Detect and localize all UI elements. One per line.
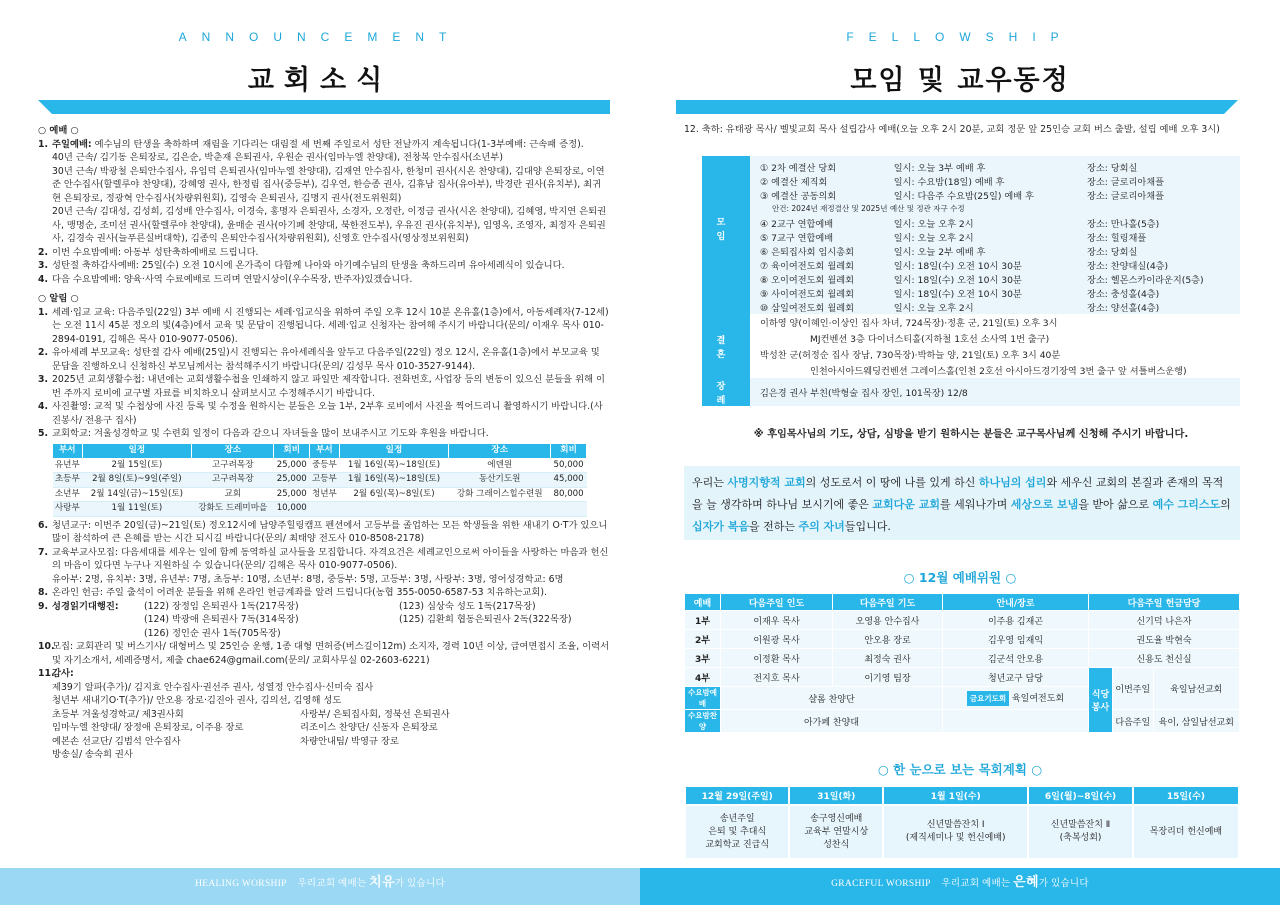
mission-text: 을 전하는 xyxy=(748,520,799,533)
footer-bar: GRACEFUL WORSHIP 우리교회 예배는 은혜가 있습니다 xyxy=(640,868,1280,905)
pastoral-notice: ※ 후임목사님의 기도, 상담, 심방을 받기 원하시는 분들은 교구목사님께 신청해 주시기 바랍니다. xyxy=(753,429,1189,440)
table-row: 3부 이정환 목사 최정숙 권사 김군석 안오용 신용도 천신실 xyxy=(685,649,1240,668)
worship-header: ○ 예배 ○ xyxy=(38,125,79,136)
table-row: 송년주일 은퇴 및 추대식 교회학교 진급식 송구영신예배 교육부 연말시상 성찬식 신년말씀잔치 Ⅰ (제직세미나 및 헌신예배) 신년말씀잔치 Ⅱ (축복성회) 목장리더 헌신예배 xyxy=(685,805,1239,859)
footer-bar: HEALING WORSHIP 우리교회 예배는 치유가 있습니다 xyxy=(0,868,640,905)
worship-item-2: 2. 이번 수요밤예배: 아동부 성탄축하예배로 드립니다. xyxy=(38,246,259,258)
notice-item-2: 2. 유아세례 부모교육: 성탄절 감사 예배(25일)시 진행되는 유아세례식을 앞두고 다음주일(22일) 정오 12시, 온유홀(1층)에서 부모교육 및 문답을 진행하오니 신청하신 부모님께서는 참석해주시기 바랍니다(문의/ 김성무 목사 010-3527-9144). xyxy=(38,347,600,372)
right-page xyxy=(640,0,1280,905)
mission-highlight: 예수 그리스도 xyxy=(1152,498,1221,511)
meetings-label: 모 임 xyxy=(702,156,750,300)
mission-statement xyxy=(684,466,1240,540)
title-band xyxy=(38,100,610,114)
page-title: 모임 및 교우동정 xyxy=(850,65,1070,96)
camp-schedule-table: 부서 일정 장소 회비 부서 일정 장소 회비 유년부 2월 15일(토) 고구려목장 25,000 중등부 1월 16일(목)~18일(토) 에덴원 50,000 초등부 2월 8일(토)~9일(주일) 고구려목장 25,000 고등부 1월 16일(목)~18일(토) 동산기도원 45,000 소년부 2월 14일(금)~15일(토) 교회 25,000 청년부 2월 6일(목)~8일(토) 강화 그레이스힐수련원 80,000 사랑부 1월 11일(토) 강화도 드레미마을 10,000 xyxy=(52,443,587,517)
mission-text: 의 xyxy=(1220,498,1231,511)
worship-item-4: 4. 다음 수요밤예배: 양육·사역 수료예배로 드리며 연말시상이(우수목장, 반주자)있겠습니다. xyxy=(38,273,413,285)
worship-committee-table: 예배 다음주일 인도 다음주일 기도 안내/장로 다음주일 헌금담당 1부 이재우 목사 오영용 안수집사 이주용 김재곤 신기덕 나은자 2부 이원광 목사 안오용 장로 김우영 임재익 권도율 박현숙 3부 이정환 목사 최정숙 권사 김군석 안오용 신용도 천신실 4부 전지호 목사 이기영 팀장 청년교구 담당 식당봉사 이번주일 육일남선교회 수요밤예배 샬롬 찬양단 금요기도회 육일여전도회 수요밤찬양 아가페 찬양대 다음주일 육이, 삼일남선교회 xyxy=(684,593,1240,733)
list-item: 30년 근속/ 박광철 은퇴안수집사, 유임덕 은퇴권사(임마누엘 찬양대), 김재연 안수집사, 한청미 권사(시온 찬양대), 김대양 은퇴장로, 이연준 안수집사(할렐루야 찬양대), 강혜영 권사, 한정림 집사(중등부), 김우연, 한승종 권사, 김휴남 집사(유아부), 박경란 권사(유치부), 최귀현 은퇴장로, 정광혁 안수집사(차량위원회), 김영숙 은퇴권사, 김명지 권사(전도위원회) xyxy=(52,165,605,204)
plan-title: ○ 한 눈으로 보는 목회계획 ○ xyxy=(877,762,1043,777)
mission-text: 를 세워나가며 xyxy=(939,498,1011,511)
table-row: 수요밤예배 샬롬 찬양단 금요기도회 육일여전도회 xyxy=(685,687,1240,710)
mission-highlight: 주의 자녀 xyxy=(798,520,845,533)
table-row: 2부 이원광 목사 안오용 장로 김우영 임재익 권도율 박현숙 xyxy=(685,630,1240,649)
worship-item-1: 1. 주일예배: 예수님의 탄생을 축하하며 재림을 기다리는 대림절 세 번째 주일로서 성탄 전날까지 계속됩니다(1-3부예배: 근속패 증정). 40년 근속/ 김기동 은퇴장로, 김은순, 박춘재 은퇴권사, 우원순 권사(임마누엘 찬양대), 전창복 안수집사(소년부) 30년 근속/ 박광철 은퇴안수집사, 유임덕 은퇴권사(임마누엘 찬양대), 김재연 안수집사, 한청미 권사(시온 찬양대), 김대양 은퇴장로, 이연준 안수집사(할렐루야 찬양대), 강혜영 권사, 한정림 집사(중등부), 김우연, 한승종 권사, 김휴남 집사(유아부), 박경란 권사(유치부), 최귀현 은퇴장로, 정광혁 안수집사(차량위원회), 김영숙 은퇴권사, 김명지 권사(전도위원회) 20년 근속/ 김대성, 김성희, 김성배 안수집사, 이경숙, 홍명자 은퇴권사, 소경자, 오정란, 이정금 권사(시온 찬양대), 김혜영, 박지연 은퇴권사, 맹명순, 조미선 권사(할렐루야 찬양대), 윤매순 권사(아기폐 찬양대, 북한전도부), 우유진 권사(유치부), 임영옥, 조영자, 최정자 은퇴권사, 김경숙 권사(늘푸른실버대학), 김종익 은퇴안수집사(차량위원회), 신영호 안수집사(영상정보위원회) xyxy=(38,138,610,246)
mission-text: 들입니다. xyxy=(844,520,891,533)
mission-highlight: 사명지향적 교회 xyxy=(727,476,806,489)
mission-highlight: 교회다운 교회 xyxy=(872,498,940,511)
wedding-label: 결 혼 xyxy=(702,314,750,378)
congrats-item: 12. 축하: 유태광 목사/ 벨빛교회 목사 설립감사 예배(오늘 오후 2시 20분, 교회 정문 앞 25인승 교회 버스 출발, 설립 예배 오후 3시) xyxy=(684,124,1220,135)
service-years-list xyxy=(52,151,610,246)
table-row: 소년부 2월 14일(금)~15일(토) 교회 25,000 청년부 2월 6일(목)~8일(토) 강화 그레이스힐수련원 80,000 xyxy=(53,487,587,502)
list-item: 20년 근속/ 김대성, 김성희, 김성배 안수집사, 이경숙, 홍명자 은퇴권사, 소경자, 오정란, 이정금 권사(시온 찬양대), 김혜영, 박지연 은퇴권사, 맹명순, 조미선 권사(할렐루야 찬양대), 윤매순 권사(아기폐 찬양대, 북한전도부), 우유진 권사(유치부), 임영옥, 조영자, 최정자 은퇴권사, 김경숙 권사(늘푸른실버대학), 김종익 은퇴안수집사(차량위원회), 신영호 안수집사(영상정보위원회) xyxy=(52,206,607,244)
fellowship-table: 모 임 ① 2차 예결산 당회 일시: 오늘 3부 예배 후 장소: 당회실 ② 예결산 제직회 일시: 수요밤(18일) 예배 후 장소: 글로리아채플 ③ 예결산 공동의회 일시: 다음주 수요밤(25일) 예배 후 장소: 글로리아채플 안건: 2024년 재정결산 및 2025년 예산 및 정관 자구 수정 ④ 2교구 연합예배 일시: 오늘 오후 2시 장소: 만나홀(5층) ⑤ 7교구 연합예배 일시: 오늘 오후 2시 장소: 힐링채플 ⑥ 은퇴집사회 임시총회 일시: 오늘 2부 예배 후 장소: 당회실 ⑦ 육이여전도회 월례회 일시: 18일(수) 오전 10시 30분 장소: 찬양대실(4층) ⑧ 오이여전도회 월례회 일시: 18일(수) 오전 10시 30분 장소: 헬몬스카이라운지(5층) ⑨ 사이여전도회 월례회 일시: 18일(수) 오전 10시 30분 장소: 충성홀(4층) ⑩ 삼일여전도회 월례회 일시: 오늘 오후 2시 장소: 양선홀(4층) 결 혼 이하영 양(이혜인·이상인 집사 차녀, 724목장)·정훈 군, 21일(토) 오후 3시 MJ컨벤션 3층 다이너스티홀(지하철 1호선 소사역 1번 출구) 박성찬 군(허정순 집사 장남, 730목장)·박하늘 양, 21일(토) 오후 3시 40분 인천아시아드웨딩컨벤션 그레이스홀(인천 2호선 아시아드경기장역 3번 출구 앞 셔틀버스운행) 장 례 김은경 권사 부친(박형술 집사 장인, 101목장) 12/8 xyxy=(702,156,1240,406)
announcements-body xyxy=(38,122,610,762)
page-title: 교회소식 xyxy=(247,65,393,96)
mission-text: 와 세우신 교회의 본질과 존재의 목적을 늘 생각하며 하나님 보시기에 좋은 xyxy=(692,476,1224,511)
mission-text: 우리는 xyxy=(692,476,728,489)
list-item: 40년 근속/ 김기동 은퇴장로, 김은순, 박춘재 은퇴권사, 우원순 권사(임마누엘 찬양대), 전창복 안수집사(소년부) xyxy=(52,152,503,163)
notice-item-4: 4. 사진촬영: 교적 및 수첩상에 사진 등록 및 수정을 원하시는 분들은 오늘 1부, 2부후 로비에서 사진을 찍어드리니 촬영하시기 바랍니다.(사진봉사/ 전용구 집사) xyxy=(38,401,603,426)
notice-item-8: 8. 온라인 헌금: 주일 출석이 어려운 분들을 위해 온라인 헌금계좌를 알려 드립니다(농협 355-0050-6587-53 치유하는교회). xyxy=(38,587,547,598)
notice-item-1: 1. 세례·입교 교육: 다음주일(22일) 3부 예배 시 진행되는 세례·입교식을 위하여 주일 오후 12시 10분 온유홀(1층)에서, 아동세례자(7-12세)는 오전 11시 45분 정오의 빛(4층)에서 교육 및 문답이 진행됩니다. 세례·입교 신청자는 참여해 주시기 바랍니다(문의/ 이재우 목사 010-2894-0191, 김해은 목사 010-9077-0506). xyxy=(38,306,609,345)
mission-highlight: 하나님의 섭리 xyxy=(978,476,1047,489)
table-row: 4부 전지호 목사 이기영 팀장 청년교구 담당 식당봉사 이번주일 육일남선교회 xyxy=(685,668,1240,687)
table-row: 유년부 2월 15일(토) 고구려목장 25,000 중등부 1월 16일(목)~18일(토) 에덴원 50,000 xyxy=(53,458,587,473)
table-row: 1부 이재우 목사 오영용 안수집사 이주용 김재곤 신기덕 나은자 xyxy=(685,611,1240,630)
funeral-label: 장 례 xyxy=(702,378,750,406)
pastoral-plan-table: 12월 29일(주일) 31일(화) 1월 1일(수) 6일(월)~8일(수) 15일(수) 송년주일 은퇴 및 추대식 교회학교 진급식 송구영신예배 교육부 연말시상 성찬식 신년말씀잔치 Ⅰ (제직세미나 및 헌신예배) 신년말씀잔치 Ⅱ (축복성회) 목장리더 헌신예배 xyxy=(684,785,1240,860)
table-row: 수요밤찬양 아가페 찬양대 다음주일 육이, 삼일남선교회 xyxy=(685,710,1240,733)
title-band xyxy=(676,100,1238,114)
section-kicker: FELLOWSHIP xyxy=(846,30,1074,44)
mission-text: 을 받아 삶으로 xyxy=(1078,498,1153,511)
notice-item-3: 3. 2025년 교회생활수첩: 내년에는 교회생활수첩을 인쇄하지 않고 파일만 제작합니다. 전화번호, 사업장 등의 변동이 있으신 분들을 위해 이번 주까지 로비에 교구별 자료를 비치하오니 살펴보시고 수정해주시기 바랍니다. xyxy=(38,374,606,399)
committee-title: ○ 12월 예배위원 ○ xyxy=(903,570,1017,585)
notice-header: ○ 알림 ○ xyxy=(38,293,79,304)
notice-item-10: 10. 모집: 교회관리 및 버스기사/ 대형버스 및 25인승 운행, 1종 대형 면허증(버스길이12m) 소지자, 경력 10년 이상, 급여면접시 조율, 이력서 및 자기소개서, 세례증명서, 제출 chae624@gmail.com(문의/ 교회사무실 02-2603-6221) xyxy=(38,641,610,666)
notice-item-5: 5. 교회학교: 겨울성경학교 및 수련회 일정이 다음과 같으니 자녀들을 많이 보내주시고 기도와 후원을 바랍니다. xyxy=(38,428,489,439)
notice-item-11: 11. 감사: 제39기 알파(추가)/ 김지효 안수집사·권선주 권사, 성열정 안수집사·신미숙 집사 청년부 새내기O·T(추가)/ 안오용 장로·김진아 권사, 김의선, 김영해 성도 초등부 겨울성경학교/ 제3권사회 사랑부/ 은퇴집사회, 정북선 은퇴권사 임마누엘 찬양대/ 장정애 은퇴장로, 이주용 장로 리조이스 찬양단/ 신동자 은퇴장로 예본손 선교단/ 김범석 안수집사 차량안내팀/ 박영규 장로 방송실/ 송숙희 권사 xyxy=(38,668,450,760)
table-row: 초등부 2월 8일(토)~9일(주일) 고구려목장 25,000 고등부 1월 16일(목)~18일(토) 동산기도원 45,000 xyxy=(53,473,587,488)
table-row: 사랑부 1월 11일(토) 강화도 드레미마을 10,000 xyxy=(53,502,587,517)
mission-highlight: 십자가 복음 xyxy=(692,520,749,533)
notice-item-7: 7. 교육부교사모집: 다음세대를 세우는 일에 함께 동역하실 교사들을 모집합니다. 자격요건은 세례교인으로써 아이들을 사랑하는 마음과 헌신의 마음이 있다면 누구나 지원하실 수 있습니다(문의/ 김해은 목사 010-9077-0506). 유아부: 2명, 유치부: 3명, 유년부: 7명, 초등부: 10명, 소년부: 8명, 중등부: 5명, 고등부: 3명, 사랑부: 3명, 영어성경학교: 6명 xyxy=(38,546,609,585)
mission-text: 의 성도로서 이 땅에 나를 있게 하신 xyxy=(805,476,979,489)
worship-item-3: 3. 성탄절 축하감사예배: 25일(수) 오전 10시에 온가족이 다함께 나아와 아기예수님의 탄생을 축하드리며 유아세례식이 있습니다. xyxy=(38,260,565,271)
notice-item-9: 9. 성경읽기대행진: (122) 장정임 은퇴권사 1독(217목장) (123) 심상숙 성도 1독(217목장) (124) 박광애 은퇴권사 7독(314목장) (125) 김환희 협동은퇴권사 2독(322목장) (126) 정인순 권사 1독(705목장) xyxy=(38,600,572,639)
mission-highlight: 세상으로 보냄 xyxy=(1010,498,1079,511)
section-kicker: ANNOUNCEMENT xyxy=(178,30,462,44)
notice-item-6: 6. 청년교구: 이번주 20일(금)~21일(토) 정오12시에 남양주힐링캠프 펜션에서 고등부를 졸업하는 모든 학생들을 위한 새내기 O·T가 있으니 많이 참석하여 큰 은혜를 받는 시간 되시길 바랍니다(문의/ 최태양 전도사 010-8508-2178) xyxy=(38,519,608,544)
